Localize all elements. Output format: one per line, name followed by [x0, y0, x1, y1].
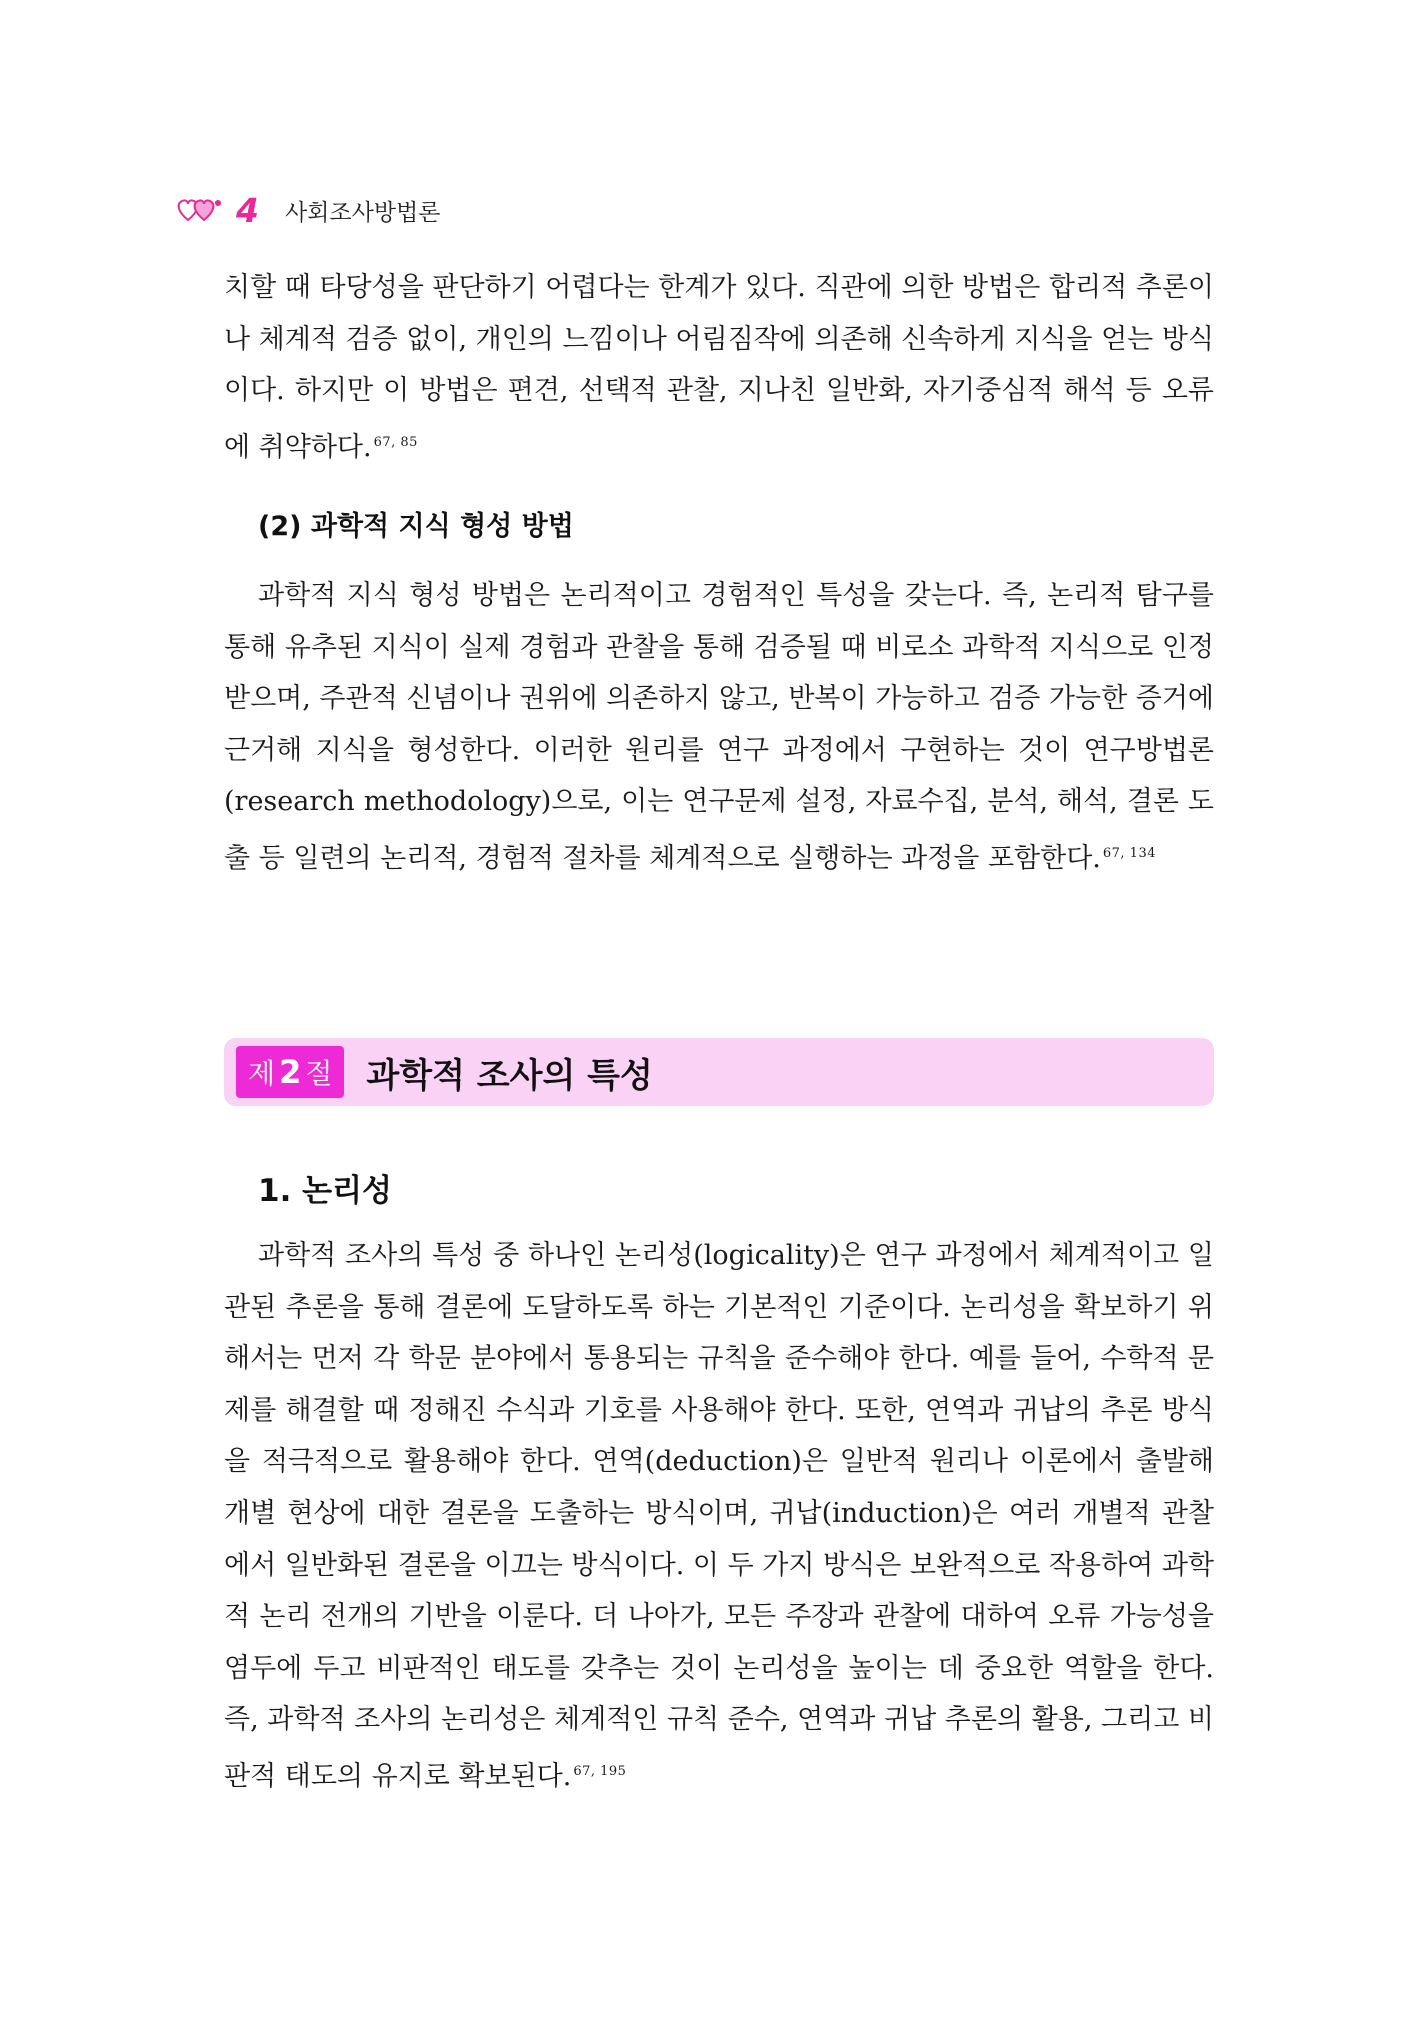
paragraph-text: 과학적 지식 형성 방법은 논리적이고 경험적인 특성을 갖는다. 즉, 논리적 탐구를 통해 유추된 지식이 실제 경험과 관찰을 통해 검증될 때 비로소 과학적 지식으로 인정받으며, 주관적 신념이나 권위에 의존하지 않고, 반복이 가능하고 검증 가능한 증거에 근거해 지식을 형성한다. 이러한 원리를 연구 과정에서 구현하는 것이 연구방법론(research methodology)으로, 이는 연구문제 설정, 자료수집, 분석, 해석, 결론 도출 등 일련의 논리적, 경험적 절차를 체계적으로 실행하는 과정을 포함한다.: [224, 580, 1214, 874]
page-number: 4: [236, 190, 259, 230]
section-title: 과학적 조사의 특성: [366, 1055, 653, 1096]
badge-suffix: 절: [305, 1057, 333, 1090]
paragraph-intuition: [224, 262, 1214, 473]
paragraph-scientific-knowledge: [224, 570, 1214, 885]
badge-number: 2: [279, 1053, 302, 1091]
paragraph-logicality: [224, 1230, 1214, 1803]
citation: 67, 85: [373, 434, 418, 450]
section-banner: [224, 1038, 1214, 1106]
paragraph-text: 과학적 조사의 특성 중 하나인 논리성(logicality)은 연구 과정에서 체계적이고 일관된 추론을 통해 결론에 도달하도록 하는 기본적인 기준이다. 논리성을 확보하기 위해서는 먼저 각 학문 분야에서 통용되는 규칙을 준수해야 한다. 예를 들어, 수학적 문제를 해결할 때 정해진 수식과 기호를 사용해야 한다. 또한, 연역과 귀납의 추론 방식을 적극적으로 활용해야 한다. 연역(deduction)은 일반적 원리나 이론에서 출발해 개별 현상에 대한 결론을 도출하는 방식이며, 귀납(induction)은 여러 개별적 관찰에서 일반화된 결론을 이끄는 방식이다. 이 두 가지 방식은 보완적으로 작용하여 과학적 논리 전개의 기반을 이룬다. 더 나아가, 모든 주장과 관찰에 대하여 오류 가능성을 염두에 두고 비판적인 태도를 갖추는 것이 논리성을 높이는 데 중요한 역할을 한다. 즉, 과학적 조사의 논리성은 체계적인 규칙 준수, 연역과 귀납 추론의 활용, 그리고 비판적 태도의 유지로 확보된다.: [224, 1240, 1214, 1792]
heart-ornament-icon: [174, 194, 224, 226]
book-title: 사회조사방법론: [284, 199, 441, 226]
section-badge: [236, 1046, 344, 1098]
running-header: [174, 186, 441, 234]
badge-prefix: 제: [248, 1057, 276, 1090]
citation: 67, 134: [1102, 845, 1156, 861]
subheading-scientific-knowledge: (2) 과학적 지식 형성 방법: [258, 511, 574, 542]
citation: 67, 195: [573, 1763, 627, 1779]
paragraph-text: 치할 때 타당성을 판단하기 어렵다는 한계가 있다. 직관에 의한 방법은 합리적 추론이나 체계적 검증 없이, 개인의 느낌이나 어림짐작에 의존해 신속하게 지식을 얻는 방식이다. 하지만 이 방법은 편견, 선택적 관찰, 지나친 일반화, 자기중심적 해석 등 오류에 취약하다.: [224, 272, 1214, 463]
heading-logicality: 1. 논리성: [258, 1173, 392, 1209]
